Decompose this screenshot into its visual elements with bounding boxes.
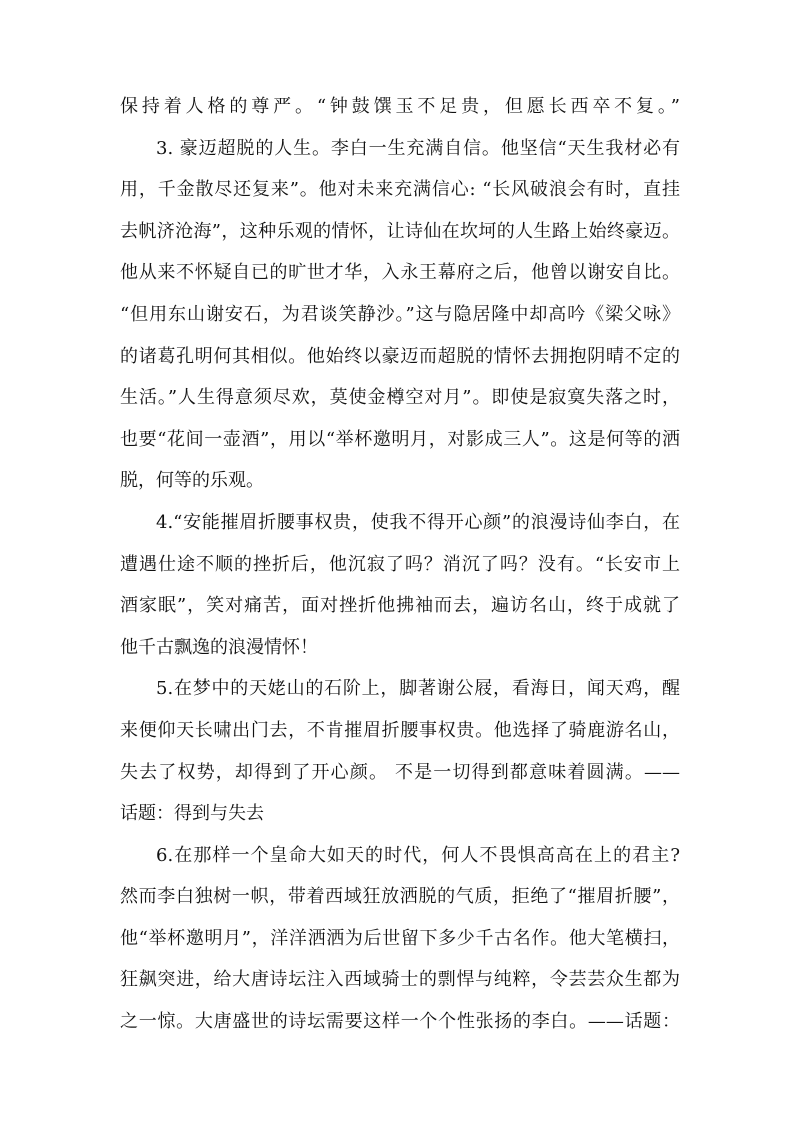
text-line-22: 狂飙突进，给大唐诗坛注入西域骑士的剽悍与纯粹，令芸芸众生都为 [120, 969, 680, 991]
text-line-12: 遭遇仕途不顺的挫折后，他沉寂了吗？消沉了吗？没有。“长安市上 [120, 553, 680, 575]
text-line-18: 话题：得到与失去 [120, 803, 264, 825]
text-line-4: 去帆济沧海”，这种乐观的情怀，让诗仙在坎坷的人生路上始终豪迈。 [120, 220, 680, 242]
text-line-21: 他“举杯邀明月”，洋洋洒洒为后世留下多少千古名作。他大笔横扫， [120, 927, 680, 949]
text-line-14: 他千古飘逸的浪漫情怀！ [120, 636, 318, 658]
text-line-16: 来便仰天长啸出门去，不肯摧眉折腰事权贵。他选择了骑鹿游名山， [120, 719, 680, 741]
text-line-5: 他从来不怀疑自已的旷世才华，入永王幕府之后，他曾以谢安自比。 [120, 262, 680, 284]
text-line-10: 脱，何等的乐观。 [120, 470, 264, 492]
text-line-3: 用，千金散尽还复来”。他对未来充满信心: “长风破浪会有时，直挂 [120, 179, 680, 201]
document-body [120, 86, 680, 1043]
text-line-13: 酒家眠”，笑对痛苦，面对挫折他拂袖而去，遍访名山，终于成就了 [120, 595, 680, 617]
text-line-1: 保持着人格的尊严。“钟鼓馔玉不足贵，但愿长西卒不复。” [120, 96, 680, 117]
text-line-15: 5.在梦中的天姥山的石阶上，脚著谢公屐，看海日，闻天鸡，醒 [156, 678, 680, 700]
text-line-23: 之一惊。大唐盛世的诗坛需要这样一个个性张扬的李白。——话题： [120, 1011, 680, 1033]
text-line-17: 失去了权势，却得到了开心颜。 不是一切得到都意味着圆满。—— [120, 761, 680, 783]
text-line-20: 然而李白独树一帜，带着西域狂放洒脱的气质，拒绝了“摧眉折腰”， [120, 886, 680, 908]
text-line-6: “但用东山谢安石，为君谈笑静沙。”这与隐居隆中却高吟《梁父咏》 [120, 303, 680, 325]
text-line-9: 也要“花间一壶酒”，用以“举杯邀明月，对影成三人”。这是何等的洒 [120, 428, 680, 450]
text-line-7: 的诸葛孔明何其相似。他始终以豪迈而超脱的情怀去拥抱阴晴不定的 [120, 345, 680, 367]
text-line-8: 生活。”人生得意须尽欢，莫使金樽空对月”。即使是寂寞失落之时， [120, 387, 680, 409]
text-line-2: 3. 豪迈超脱的人生。李白一生充满自信。他坚信“天生我材必有 [156, 137, 680, 159]
text-line-19: 6.在那样一个皇命大如天的时代，何人不畏惧高高在上的君主? [156, 844, 680, 866]
text-line-11: 4.“安能摧眉折腰事权贵，使我不得开心颜”的浪漫诗仙李白，在 [156, 511, 680, 533]
